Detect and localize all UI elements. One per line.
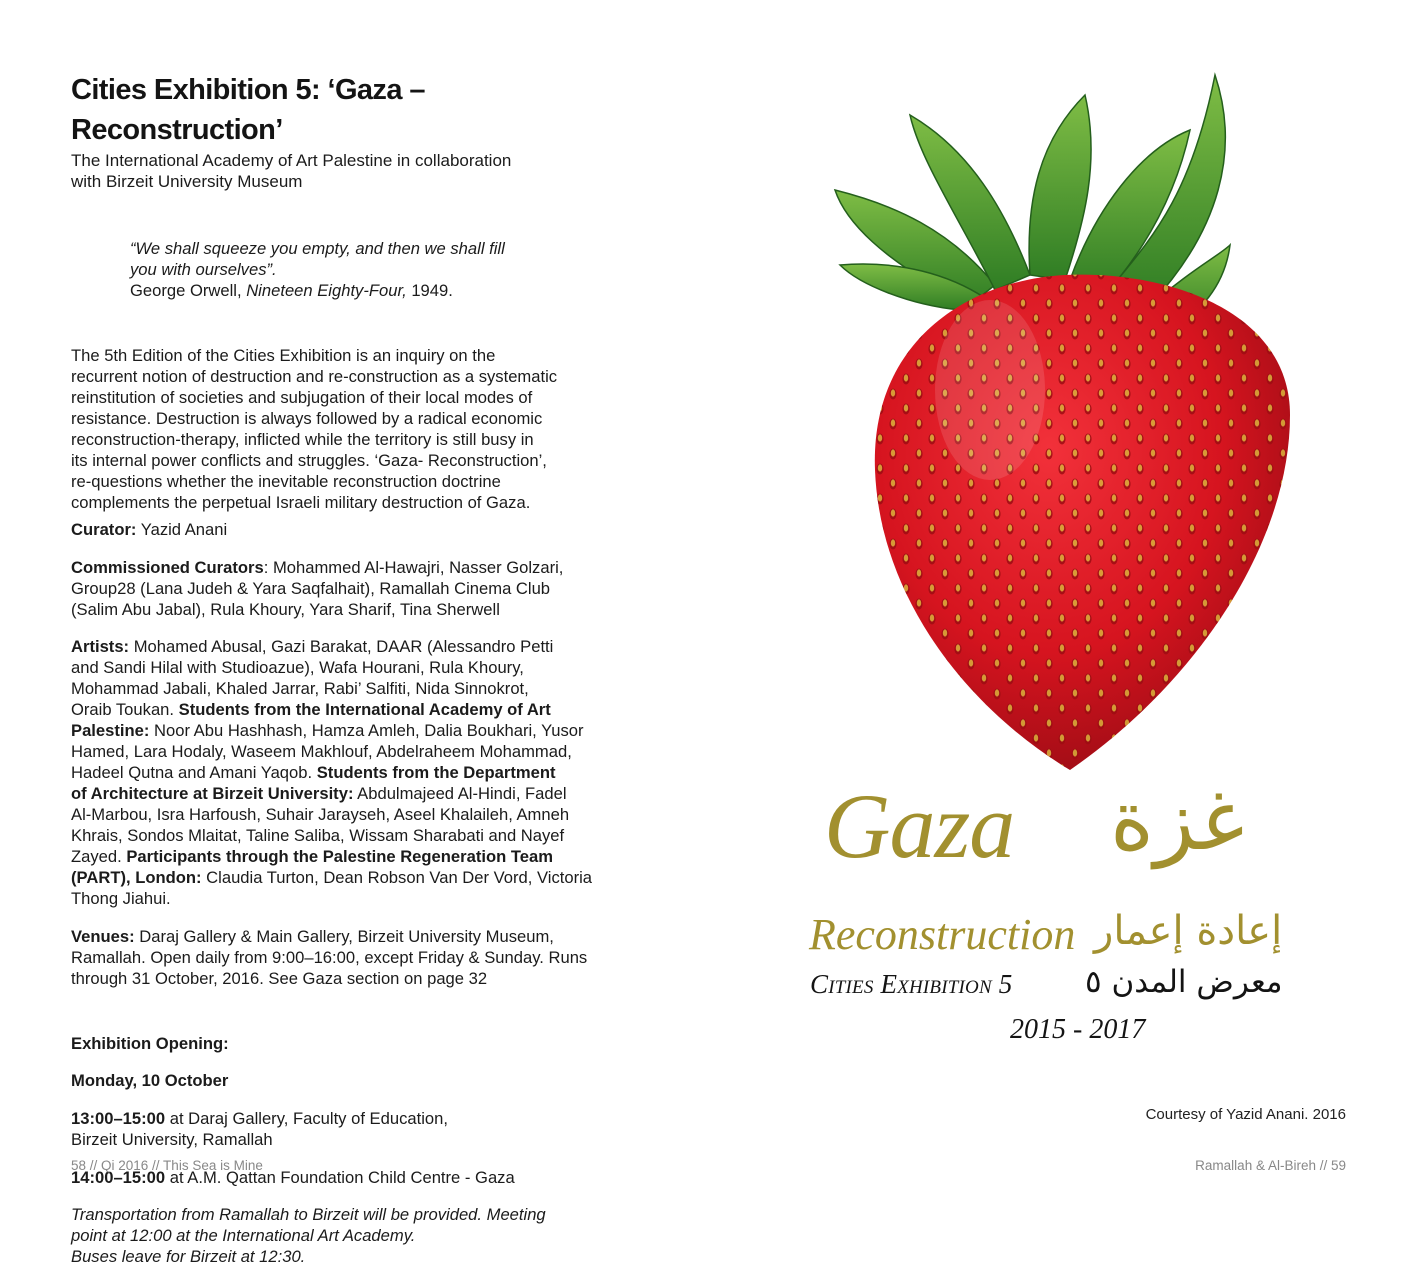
commissioned-line: Group28 (Lana Judeh & Yara Saqfalhait), Ramallah Cinema Club: [71, 578, 551, 598]
opening-slot-1: [71, 1108, 641, 1150]
venues-label: Venues:: [71, 926, 135, 946]
curator-value: Yazid Anani: [136, 520, 228, 539]
quote-line-1: “We shall squeeze you empty, and then we shall fill: [130, 239, 505, 258]
strawberry-illustration: [820, 70, 1310, 780]
strawberry-image: [820, 70, 1310, 780]
quote-book: Nineteen Eighty-Four,: [246, 281, 407, 300]
venues: [71, 926, 641, 989]
image-credit: Courtesy of Yazid Anani. 2016: [1145, 1106, 1346, 1123]
footer-right: Ramallah & Al-Bireh // 59: [1195, 1158, 1346, 1173]
quote-year: 1949.: [406, 281, 453, 300]
poster-reconstruction: Reconstruction: [809, 910, 1076, 959]
slot-2-time: 14:00–15:00: [71, 1167, 166, 1187]
venues-line: Ramallah. Open daily from 9:00–16:00, except Friday & Sunday. Runs: [71, 947, 588, 967]
footer-left: 58 // Qi 2016 // This Sea is Mine: [71, 1158, 263, 1173]
artists-line: Oraib Toukan.: [71, 700, 179, 720]
opening-date-line: [71, 1070, 641, 1091]
transport-line: Transportation from Ramallah to Birzeit will be provided. Meeting: [71, 1205, 546, 1225]
left-page: [71, 70, 641, 1284]
artists-line: Thong Jiahui.: [71, 889, 171, 909]
commissioned-curators: [71, 557, 641, 620]
part-label-cont: (PART), London:: [71, 868, 202, 888]
slot-1-time: 13:00–15:00: [71, 1108, 166, 1128]
artists-line: Noor Abu Hashhash, Hamza Amleh, Dalia Boukhari, Yusor: [149, 721, 584, 741]
venues-line: through 31 October, 2016. See Gaza section on page 32: [71, 968, 488, 988]
exhibition-title: Cities Exhibition 5: ‘Gaza – Reconstruction’: [71, 74, 425, 146]
curator-label: Curator:: [71, 520, 137, 539]
intro-line: reinstitution of societies and subjugation of their local modes of: [71, 388, 533, 407]
artists-line: Abdulmajeed Al-Hindi, Fadel: [353, 784, 567, 804]
artists-line: Zayed.: [71, 847, 127, 867]
intro-line: reconstruction-therapy, inflicted while the territory is still busy in: [71, 430, 534, 449]
artists-line: Claudia Turton, Dean Robson Van Der Vord, Victoria: [201, 868, 593, 888]
artists-line: Mohamed Abusal, Gazi Barakat, DAAR (Alessandro Petti: [129, 637, 554, 657]
students-iaap-label: Students from the International Academy of Art: [178, 700, 551, 720]
subtitle-line-1: The International Academy of Art Palestine in collaboration: [71, 151, 512, 170]
part-label: Participants through the Palestine Regeneration Team: [126, 847, 553, 867]
slot-1-place-cont: Birzeit University, Ramallah: [71, 1129, 273, 1149]
commissioned-label: Commissioned Curators: [71, 557, 264, 577]
commissioned-line: (Salim Abu Jabal), Rula Khoury, Yara Sharif, Tina Sherwell: [71, 599, 500, 619]
intro-line: its internal power conflicts and struggles. ‘Gaza- Reconstruction’,: [71, 451, 547, 470]
curator-line: [71, 519, 641, 540]
subtitle-line-2: with Birzeit University Museum: [71, 172, 303, 191]
intro-paragraph: [71, 345, 641, 513]
artists-line: and Sandi Hilal with Studioazue), Wafa Hourani, Rula Khoury,: [71, 658, 524, 678]
poster-reconstruction-arabic: إعادة إعمار: [1094, 908, 1283, 954]
quote-line-2: you with ourselves”.: [130, 260, 277, 279]
subtitle: [71, 150, 641, 192]
epigraph-quote: [130, 238, 641, 301]
intro-line: The 5th Edition of the Cities Exhibition is an inquiry on the: [71, 346, 496, 365]
quote-author: George Orwell,: [130, 281, 247, 300]
poster-years: 2015 - 2017: [1010, 1014, 1146, 1045]
intro-line: recurrent notion of destruction and re-construction as a systematic: [71, 367, 558, 386]
students-birzeit-label-cont: of Architecture at Birzeit University:: [71, 784, 354, 804]
artists-line: Mohammad Jabali, Khaled Jarrar, Rabi’ Salfiti, Nida Sinnokrot,: [71, 679, 529, 699]
intro-line: re-questions whether the inevitable reconstruction doctrine: [71, 472, 501, 491]
exhibition-opening-heading: [71, 1033, 641, 1054]
artists-line: Al-Marbou, Isra Harfoush, Suhair Jarayseh, Aseel Khalaileh, Amneh: [71, 805, 570, 825]
transport-line: point at 12:00 at the International Art Academy.: [71, 1226, 416, 1246]
intro-line: resistance. Destruction is always followed by a radical economic: [71, 409, 543, 428]
artists-list: [71, 636, 641, 909]
opening-date: Monday, 10 October: [71, 1071, 229, 1091]
intro-line: complements the perpetual Israeli military destruction of Gaza.: [71, 493, 531, 512]
transport-note: [71, 1204, 641, 1267]
poster-cities-exhibition-arabic: معرض المدن ٥: [1085, 964, 1283, 1000]
artists-line: Hamed, Lara Hodaly, Waseem Makhlouf, Abdelraheem Mohammad,: [71, 742, 572, 762]
commissioned-line: : Mohammed Al-Hawajri, Nasser Golzari,: [263, 557, 564, 577]
students-birzeit-label: Students from the Department: [316, 763, 556, 783]
poster-cities-exhibition: Cities Exhibition 5: [810, 969, 1013, 999]
strawberry-body: [875, 275, 1290, 770]
transport-line: Buses leave for Birzeit at 12:30.: [71, 1247, 306, 1267]
artists-line: Hadeel Qutna and Amani Yaqob.: [71, 763, 317, 783]
poster-gaza-title: Gaza: [824, 775, 1015, 877]
opening-label: Exhibition Opening:: [71, 1033, 229, 1053]
artists-line: Khrais, Sondos Mlaitat, Taline Saliba, Wissam Sharabati and Nayef: [71, 826, 565, 846]
slot-2-place: at A.M. Qattan Foundation Child Centre - Gaza: [165, 1167, 515, 1187]
slot-1-place: at Daraj Gallery, Faculty of Education,: [165, 1108, 448, 1128]
venues-line: Daraj Gallery & Main Gallery, Birzeit University Museum,: [134, 926, 554, 946]
artists-label: Artists:: [71, 637, 130, 657]
poster-gaza-arabic: غزة: [1110, 771, 1245, 869]
students-iaap-label-cont: Palestine:: [71, 721, 150, 741]
